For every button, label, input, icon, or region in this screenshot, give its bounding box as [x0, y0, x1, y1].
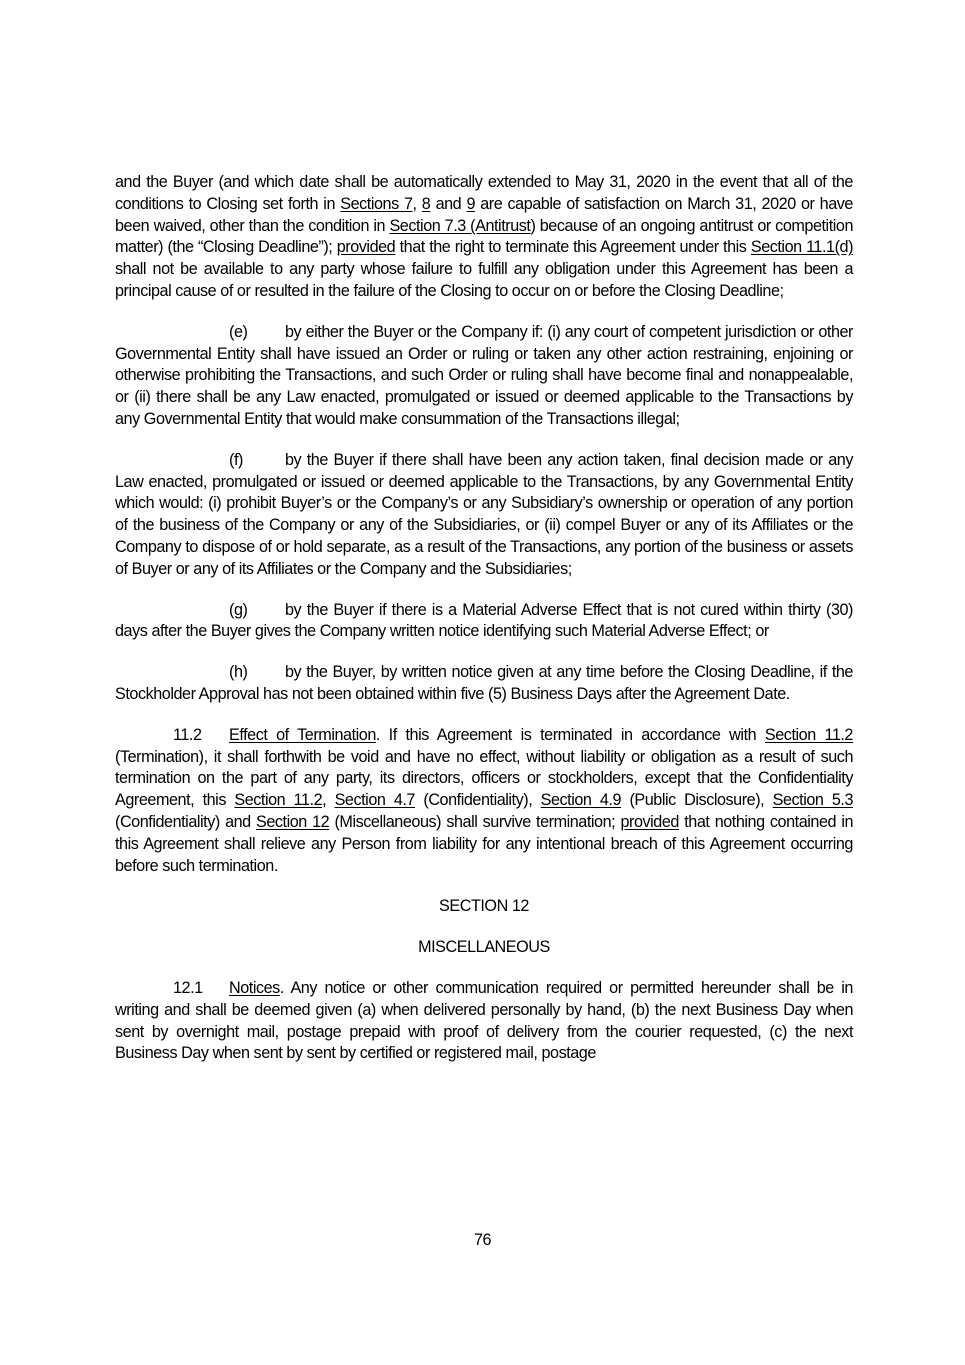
proviso-term: provided — [336, 238, 396, 257]
text-run: that nothing contained in this Agreement shall relieve any Person from liability for any intentional breach of this Agreement occurring before such termination. — [115, 812, 854, 875]
section-number: 12.1 — [173, 978, 203, 997]
text-run: and the Buyer (and which date shall be automatically extended to May 31, 2020 in the event that all of the conditions to Closing set forth in — [115, 173, 853, 213]
clause-label: (e) — [229, 322, 248, 341]
section-reference: 9 — [466, 194, 476, 213]
section-heading: SECTION 12 — [439, 897, 529, 916]
clause-label: (h) — [229, 663, 248, 682]
text-run: shall not be available to any party whose failure to fulfill any obligation under this Agreement has been a principal cause of or resulted in the failure of the Closing to occur on or before the Closing Deadline; — [115, 260, 853, 300]
page-number: 76 — [473, 1231, 492, 1249]
document-page — [115, 172, 853, 1065]
paragraph-g — [115, 600, 853, 644]
text-run: ) because of an ongoing antitrust or competition matter) (the “Closing Deadline”); — [115, 216, 854, 257]
text-run: and — [430, 194, 467, 213]
text-run: , — [322, 791, 335, 810]
section-12-1 — [115, 978, 853, 1065]
clause-text: by the Buyer if there shall have been any action taken, final decision made or any Law enacted, promulgated or issued or deemed applicable to the Transactions, by any Governmental Entity which would: (i) prohibit Buyer’s or the Company’s or any Subsidiary’s ownership or operation of any portion of the business of the Company or any of the Subsidiaries, or (ii) compel Buyer or any of its Affiliates or the Company to dispose of or hold separate, as a result of the Transactions, any portion of the business or assets of Buyer or any of its Affiliates or the Company and the Subsidiaries; — [115, 450, 853, 578]
text-run: , — [412, 194, 422, 213]
section-reference: Section 7.3 (Antitrust — [389, 216, 531, 235]
section-reference: Section 11.2 — [764, 725, 853, 744]
section-subheading: MISCELLANEOUS — [418, 938, 550, 957]
text-run: (Termination), it shall forthwith be void and have no effect, without liability or obligation as a result of such termination on the part of any party, its directors, officers or stockholders, except that the Confidentiality Agreement, this — [115, 747, 853, 810]
section-title: Notices — [229, 978, 280, 997]
section-number: 11.2 — [173, 725, 202, 744]
clause-label: (g) — [229, 600, 248, 619]
section-reference: 8 — [421, 194, 431, 213]
clause-text: by the Buyer if there is a Material Adverse Effect that is not cured within thirty (30) days after the Buyer gives the Company written notice identifying such Material Adverse Effect; or — [115, 600, 853, 641]
section-reference: Sections 7 — [340, 194, 413, 213]
text-run: that the right to terminate this Agreement under this — [395, 238, 751, 257]
section-title: Effect of Termination — [229, 725, 376, 744]
clause-text: by the Buyer, by written notice given at any time before the Closing Deadline, if the Stockholder Approval has not been obtained within five (5) Business Days after the Agreement Date. — [115, 663, 853, 703]
section-reference: Section 5.3 — [772, 791, 854, 810]
clause-text: by either the Buyer or the Company if: (i) any court of competent jurisdiction or other Governmental Entity shall have issued an Order or ruling or taken any other action restraining, enjoining or otherwise prohibiting the Transactions, and such Order or ruling shall have become final and nonappealable, or (ii) there shall be any Law enacted, promulgated or issued or deemed applicable to the Transactions by any Governmental Entity that would make consummation of the Transactions illegal; — [115, 322, 853, 428]
paragraph-e — [115, 322, 853, 431]
section-reference: Section 4.9 — [540, 791, 622, 810]
section-reference: Section 11.2 — [234, 791, 323, 810]
paragraph-h — [115, 662, 853, 706]
text-run: (Confidentiality), — [414, 791, 541, 810]
paragraph-d-continuation — [115, 172, 853, 303]
paragraph-f — [115, 450, 853, 581]
clause-label: (f) — [229, 450, 243, 469]
section-11-2 — [115, 725, 853, 878]
text-run: (Miscellaneous) shall survive termination; — [329, 812, 621, 831]
section-reference: Section 11.1(d) — [750, 238, 854, 257]
section-text: . Any notice or other communication required or permitted hereunder shall be in writing and shall be deemed given (a) when delivered personally by hand, (b) the next Business Day when sent by overnight mail, postage prepaid with proof of delivery from the courier requested, (c) the next Business Day when sent by sent by certified or registered mail, postage — [115, 978, 853, 1063]
text-run: . If this Agreement is terminated in accordance with — [375, 725, 765, 744]
text-run: (Confidentiality) and — [115, 812, 256, 831]
section-reference: Section 12 — [256, 812, 330, 831]
text-run: (Public Disclosure), — [621, 791, 773, 810]
proviso-term: provided — [620, 812, 679, 831]
text-run: are capable of satisfaction on March 31, 2020 or have been waived, other than the condition in — [115, 194, 853, 235]
section-reference: Section 4.7 — [334, 791, 415, 810]
